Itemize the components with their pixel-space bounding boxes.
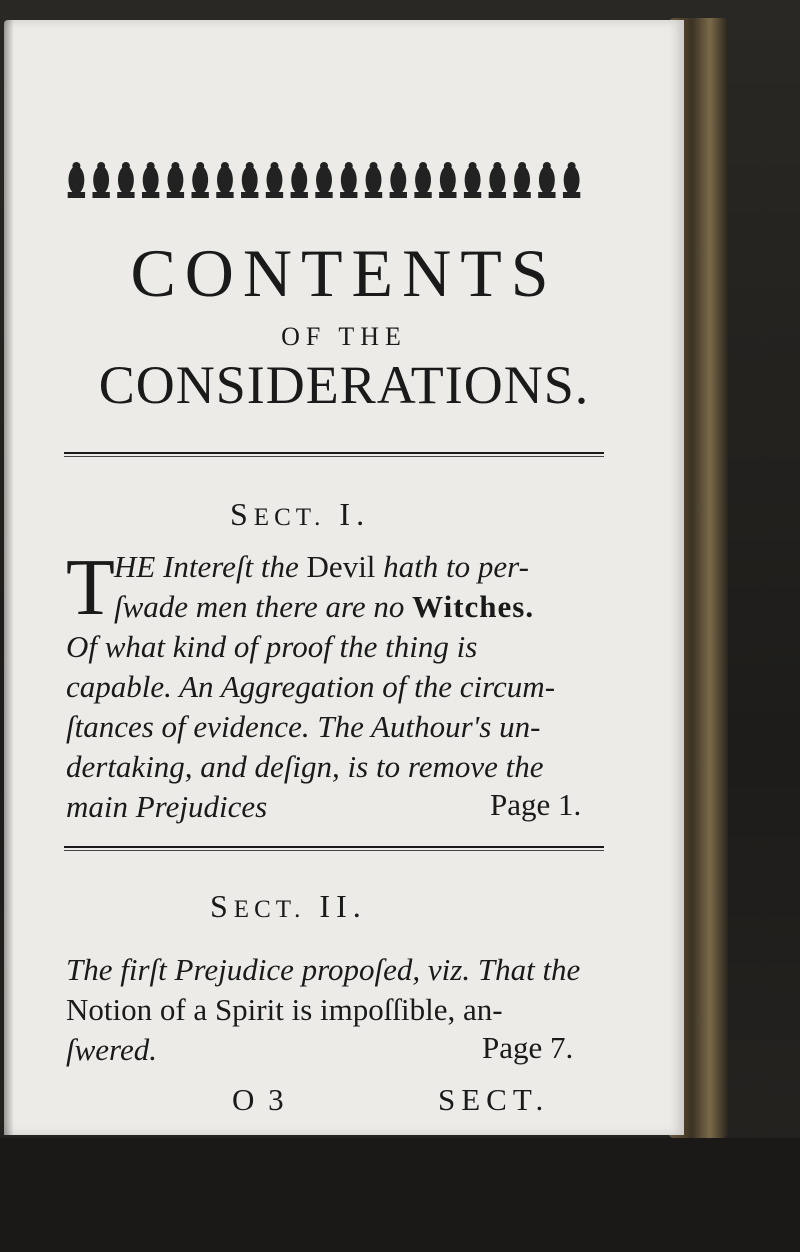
line-text: The firſt Prejudice propoſed, viz. That the	[66, 952, 581, 987]
ornament-fleuron	[68, 162, 85, 198]
divider-rule-thin	[64, 850, 604, 851]
ornament-border	[64, 158, 584, 202]
section-1-line-3	[66, 627, 477, 667]
signature-mark: O 3	[232, 1082, 287, 1117]
page-title: CONTENTS	[130, 235, 558, 311]
page-reference: Page 7.	[482, 1030, 574, 1065]
section-1-line-4	[66, 667, 555, 707]
section-2-line-1	[66, 950, 580, 990]
line-text: ſtances of evidence. The Authour's un-	[66, 709, 541, 744]
ornament-fleuron	[513, 162, 530, 198]
ornament-fleuron	[167, 162, 184, 198]
section-heading-word: ECT.	[253, 504, 326, 531]
ornament-fleuron	[414, 162, 431, 198]
section-numeral: I.	[339, 496, 371, 532]
section-1-line-5	[66, 707, 540, 747]
ornament-fleuron	[291, 162, 308, 198]
ornament-fleuron	[365, 162, 382, 198]
ornament-fleuron	[216, 162, 233, 198]
section-1-line-1	[114, 547, 529, 587]
photo-bottom-band	[0, 1138, 800, 1252]
section-heading-initial: S	[210, 888, 234, 924]
ornament-fleuron	[266, 162, 283, 198]
ornament-fleuron	[315, 162, 332, 198]
section-heading-word: ECT.	[233, 896, 306, 923]
catchword: SECT.	[438, 1082, 550, 1117]
ornament-fleuron	[464, 162, 481, 198]
ornament-fleuron	[439, 162, 456, 198]
title-of-the: OF THE	[281, 322, 407, 351]
line-text: ſwered.	[66, 1032, 157, 1067]
line-text: HE Intereſt the	[114, 549, 307, 584]
section-heading-initial: S	[230, 496, 254, 532]
ornament-fleuron	[241, 162, 258, 198]
line-text: capable. An Aggregation of the circum-	[66, 669, 556, 704]
section-heading-2	[210, 888, 367, 925]
section-2-line-3	[66, 1030, 157, 1070]
line-text: ſwade men there are no	[114, 589, 413, 624]
blackletter-word: Witches.	[412, 589, 535, 624]
title-subject: CONSIDERATIONS.	[98, 355, 590, 415]
line-text: main Prejudices	[66, 789, 268, 824]
page-gutter-shadow	[4, 20, 14, 1135]
page-reference: Page 1.	[490, 787, 582, 822]
ornament-fleuron	[390, 162, 407, 198]
line-text: hath to per-	[375, 549, 529, 584]
ornament-fleuron	[117, 162, 134, 198]
section-1-line-6	[66, 747, 544, 787]
line-text: Of what kind of proof the thing is	[66, 629, 478, 664]
divider-rule	[64, 846, 604, 848]
book-page	[4, 20, 684, 1135]
divider-rule	[64, 452, 604, 454]
ornament-fleuron	[538, 162, 555, 198]
divider-rule-thin	[64, 456, 604, 457]
ornament-fleuron	[489, 162, 506, 198]
section-2-line-2	[66, 990, 503, 1030]
ornament-fleuron	[142, 162, 159, 198]
ornament-fleuron	[563, 162, 580, 198]
section-numeral: II.	[319, 888, 367, 924]
section-heading-1	[230, 496, 370, 533]
line-text: dertaking, and deſign, is to remove the	[66, 749, 544, 784]
ornament-fleuron	[192, 162, 209, 198]
drop-cap: T	[66, 544, 115, 632]
section-1-line-2	[114, 587, 534, 627]
ornament-fleuron	[340, 162, 357, 198]
section-1-line-7	[66, 787, 267, 827]
ornament-fleuron	[92, 162, 109, 198]
line-text-upright: Devil	[306, 549, 376, 584]
line-text: Notion of a Spirit is impoſſible, an-	[66, 992, 503, 1027]
